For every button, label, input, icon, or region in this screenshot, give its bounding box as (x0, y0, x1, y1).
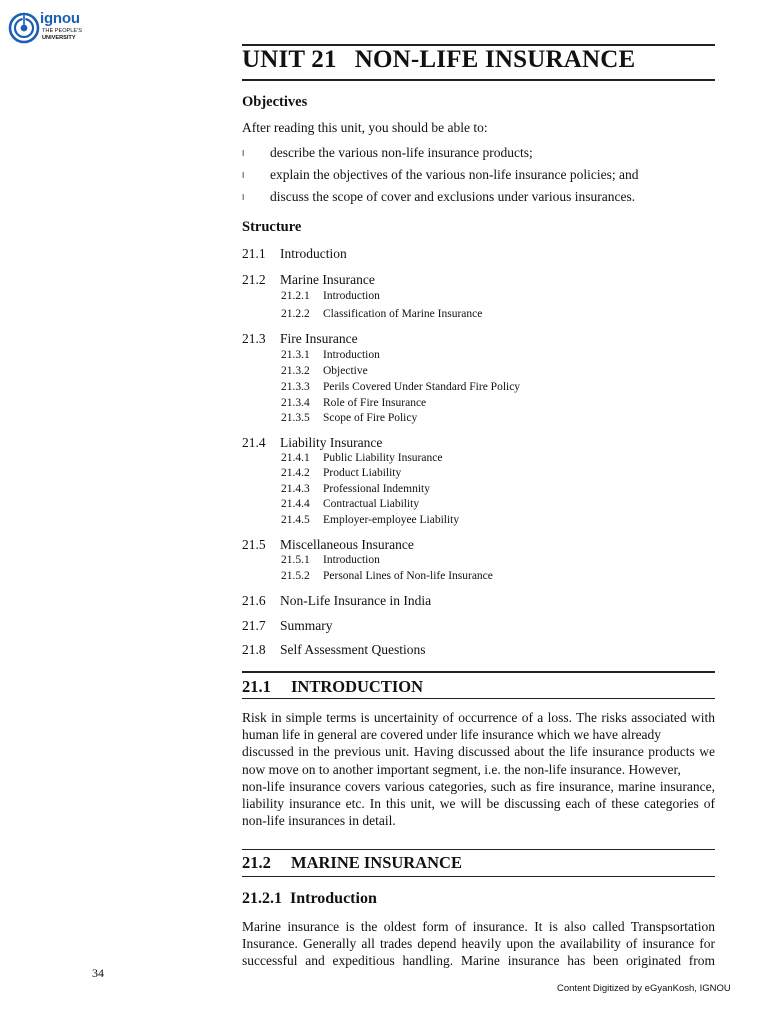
introduction-paragraph (242, 709, 715, 829)
title-bottom-rule (242, 79, 715, 81)
subsection-21-2-1-heading (242, 890, 377, 908)
ignou-logo (8, 10, 88, 46)
toc-number: 21.8 (242, 642, 266, 657)
toc-label: Self Assessment Questions (280, 642, 426, 657)
paragraph-line: Insurance. Generally all trades depend heavily upon the availability of insurance for (242, 936, 715, 952)
section-21-1-bottom-rule (242, 698, 715, 699)
paragraph-line: non-life insurance covers various categories, such as fire insurance, marine insurance, (242, 778, 715, 794)
section-number: 21.1 (242, 677, 271, 696)
unit-number: UNIT 21 (242, 46, 337, 73)
objective-item (242, 189, 715, 209)
paragraph-line: non-life insurances in detail. (242, 813, 396, 829)
toc-number: 21.6 (242, 593, 266, 608)
section-title: INTRODUCTION (291, 677, 424, 696)
digitization-footer: Content Digitized by eGyanKosh, IGNOU (557, 983, 731, 994)
toc-label: Miscellaneous Insurance (280, 537, 414, 552)
paragraph-line: discussed in the previous unit. Having discussed about the life insurance products we (242, 744, 715, 760)
unit-title (242, 46, 635, 74)
section-21-2-top-rule (242, 849, 715, 850)
objective-item (242, 167, 715, 187)
toc-label: Introduction (280, 246, 347, 261)
logo-tagline-line2: UNIVERSITY (42, 35, 76, 41)
unit-name: NON-LIFE INSURANCE (354, 46, 636, 73)
toc-number: 21.1 (242, 246, 266, 261)
bullet-icon: l (242, 171, 245, 180)
toc-label: Fire Insurance (280, 331, 358, 346)
section-21-1-top-rule (242, 671, 715, 673)
page-number: 34 (92, 966, 104, 980)
objective-item (242, 145, 715, 165)
toc-number: 21.3 (242, 331, 266, 346)
paragraph-line: successful and expeditious handling. Marine insurance has been originated from (242, 953, 715, 969)
objective-text: discuss the scope of cover and exclusions under various insurances. (270, 189, 636, 204)
paragraph-line: Risk in simple terms is uncertainity of occurrence of a loss. The risks associated with (242, 710, 715, 725)
paragraph-line: now move on to another important segment, i.e. the non-life insurance. However, (242, 761, 681, 777)
paragraph-line: human life in general are covered under life insurance which we have already (242, 727, 662, 743)
marine-introduction-paragraph (242, 918, 715, 970)
objectives-heading: Objectives (242, 94, 308, 110)
bullet-icon: l (242, 149, 245, 158)
toc-number: 21.5 (242, 537, 266, 552)
logo-wordmark: ignou (40, 10, 80, 27)
bullet-icon: l (242, 193, 245, 202)
logo-tagline-line1: THE PEOPLE'S (42, 28, 82, 34)
section-21-2-bottom-rule (242, 876, 715, 877)
objective-text: describe the various non-life insurance products; (270, 145, 533, 160)
ignou-emblem-icon (8, 12, 40, 44)
toc-label: Non-Life Insurance in India (280, 593, 432, 608)
toc-label: Marine Insurance (280, 272, 375, 287)
subsection-title: Introduction (290, 890, 377, 907)
subsection-number: 21.2.1 (242, 890, 282, 907)
objective-text: explain the objectives of the various non-life insurance policies; and (270, 167, 639, 182)
section-number: 21.2 (242, 853, 271, 872)
objectives-intro: After reading this unit, you should be able to: (242, 120, 488, 135)
toc-label: Liability Insurance (280, 435, 383, 450)
toc-number: 21.4 (242, 435, 266, 450)
paragraph-line: liability insurance etc. In this unit, we will be discussing each of these categories of (242, 796, 715, 812)
section-title: MARINE INSURANCE (291, 853, 462, 872)
toc-number: 21.7 (242, 618, 266, 633)
toc-number: 21.2 (242, 272, 266, 287)
paragraph-line: Marine insurance is the oldest form of insurance. It is also called Transpsortation (242, 919, 715, 934)
toc-label: Summary (280, 618, 333, 633)
structure-heading: Structure (242, 219, 302, 235)
